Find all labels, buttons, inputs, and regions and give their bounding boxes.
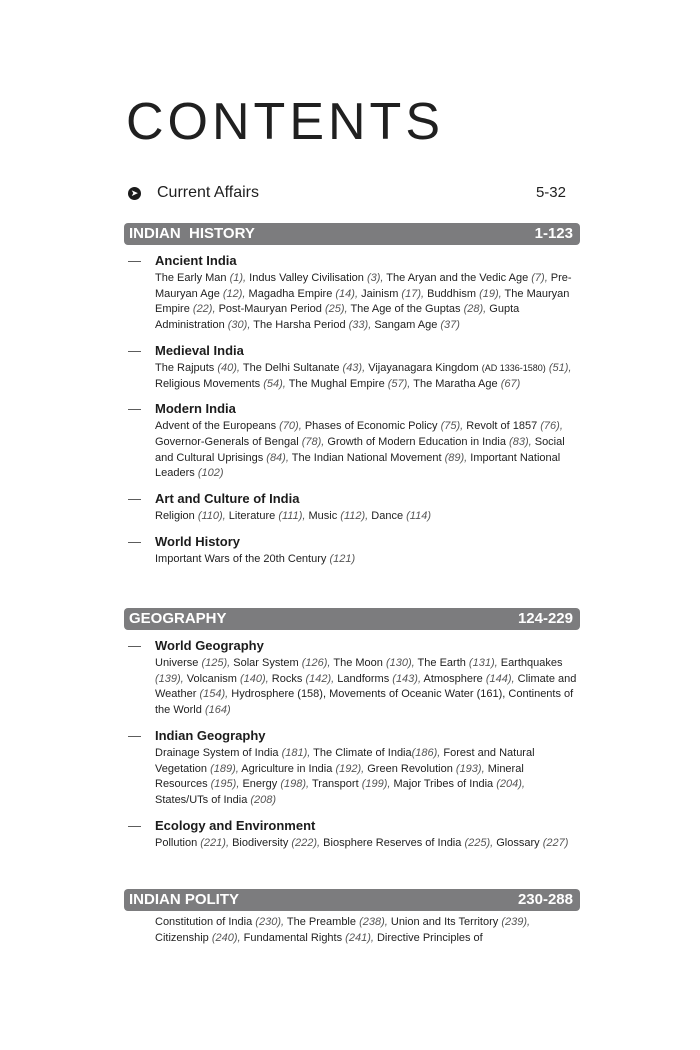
- entry-page-number: (54),: [263, 377, 286, 390]
- entry-page-number: (130),: [385, 657, 415, 669]
- entry-topic: Citizenship: [155, 931, 212, 944]
- entry-page-number: (125),: [201, 657, 231, 669]
- dash-bullet-icon: —: [128, 817, 141, 833]
- entry-topic: Phases of Economic Policy: [301, 420, 441, 433]
- entry-page-number: (198),: [280, 778, 310, 791]
- entry-page-number: (43),: [342, 361, 366, 374]
- entry-topic: States/UTs of India: [155, 793, 251, 806]
- current-affairs-label: Current Affairs: [157, 184, 259, 201]
- entry-topic: The Age of the Guptas: [347, 303, 464, 316]
- dash-bullet-icon: —: [128, 342, 141, 358]
- entry-topic: Landforms: [334, 672, 393, 685]
- entry-page-number: (37): [440, 319, 460, 332]
- entry-topic: Volcanism: [183, 672, 240, 685]
- entry-page-number: (22),: [192, 303, 216, 316]
- entry-page-number: (192),: [335, 762, 365, 775]
- entry-page-number: (33),: [348, 319, 372, 332]
- entry-page-number: (19),: [479, 287, 502, 300]
- entry-page-number: (199),: [361, 778, 391, 791]
- subsection-entries: [155, 836, 578, 852]
- dash-bullet-icon: —: [128, 533, 141, 549]
- section-pages: 1-123: [534, 225, 573, 242]
- entry-topic: Post-Mauryan Period: [215, 303, 325, 316]
- entry-topic: The Aryan and the Vedic Age: [383, 272, 532, 284]
- entry-topic: Constitution of India: [155, 916, 256, 928]
- entry-topic: Jainism: [358, 287, 402, 300]
- entry-topic: The Early Man: [155, 272, 230, 284]
- section-title: GEOGRAPHY: [129, 610, 227, 627]
- entry-page-number: (227): [542, 836, 569, 849]
- entry-page-number: (84),: [266, 451, 289, 464]
- entry-page-number: (1),: [229, 272, 247, 284]
- page-title: CONTENTS: [126, 93, 444, 151]
- entry-topic: Directive Principles of: [373, 931, 483, 944]
- subsection: [128, 252, 578, 334]
- subsection-title[interactable]: Ecology and Environment: [155, 817, 316, 833]
- entry-page-number: (140),: [240, 672, 269, 685]
- entry-topic: Dance: [368, 510, 407, 523]
- entry-topic: Universe: [155, 657, 202, 669]
- entry-topic: Forest and Natural Vegetation: [155, 746, 535, 775]
- dash-bullet-icon: —: [128, 491, 141, 507]
- entry-topic: Glossary: [493, 836, 543, 849]
- entry-topic: Atmosphere: [421, 672, 486, 685]
- section-body: [128, 637, 578, 859]
- subsection: [128, 400, 578, 482]
- entry-topic: Pre-Mauryan Age: [155, 272, 572, 300]
- entry-topic: Literature: [225, 510, 279, 523]
- subsection: [128, 915, 578, 946]
- entry-page-number: (83),: [509, 435, 532, 448]
- entry-page-number: (3),: [366, 272, 384, 284]
- entry-page-number: (164): [204, 704, 231, 717]
- entry-page-number: (17),: [401, 287, 425, 300]
- section-pages: 124-229: [517, 610, 573, 627]
- entry-page-number: (142),: [305, 672, 335, 685]
- subsection-entries: [155, 552, 578, 568]
- entry-topic: Gupta Administration: [155, 303, 520, 332]
- entry-topic: Important National Leaders: [155, 451, 561, 480]
- subsection: [128, 817, 578, 852]
- entry-topic: Religion: [155, 510, 198, 523]
- subsection-entries: [155, 361, 578, 392]
- entry-page-number: (126),: [301, 657, 331, 669]
- entry-page-number: (67): [500, 377, 521, 390]
- entry-topic: Rocks: [268, 672, 306, 685]
- entry-page-number: (241),: [345, 931, 374, 944]
- entry-topic: Religious Movements: [155, 377, 264, 390]
- entry-topic: Buddhism: [424, 287, 480, 300]
- subsection-title[interactable]: Art and Culture of India: [155, 491, 300, 507]
- entry-page-number: (12),: [222, 287, 246, 300]
- entry-topic: Governor-Generals of Bengal: [155, 435, 302, 448]
- entry-page-number: (222),: [291, 836, 321, 849]
- entry-topic: The Climate of India: [310, 746, 412, 759]
- entry-page-number: (25),: [324, 303, 348, 316]
- entry-page-number: (186),: [411, 746, 441, 759]
- entry-topic: Union and Its Territory: [387, 916, 502, 928]
- entry-page-number: (181),: [281, 746, 311, 759]
- entry-topic: Major Tribes of India: [390, 778, 497, 791]
- subsection: [128, 637, 578, 719]
- entry-topic: Growth of Modern Education in India: [324, 435, 510, 448]
- entry-topic: The Rajputs: [155, 361, 218, 374]
- entry-topic: The Mughal Empire: [285, 377, 388, 390]
- entry-topic: The Maratha Age: [410, 377, 501, 390]
- entry-page-number: (14),: [335, 287, 359, 300]
- entry-page-number: (70),: [279, 420, 302, 433]
- entry-topic: The Harsha Period: [250, 319, 349, 332]
- section-title: INDIAN HISTORY: [129, 225, 255, 242]
- entry-page-number: (193),: [455, 762, 485, 775]
- entry-topic: Vijayanagara Kingdom: [365, 361, 482, 374]
- entry-topic: Social and Cultural Uprisings: [155, 435, 565, 464]
- current-affairs-row[interactable]: [128, 183, 568, 205]
- entry-page-number: (51),: [548, 361, 572, 374]
- entry-topic: Mineral Resources: [155, 762, 524, 791]
- section-band-indian-history[interactable]: [124, 223, 580, 245]
- entry-page-number: (240),: [211, 931, 241, 944]
- entry-page-number: (195),: [210, 778, 240, 791]
- subsection-entries: [155, 915, 578, 946]
- entry-page-number: (221),: [200, 836, 230, 849]
- dash-bullet-icon: —: [128, 638, 141, 653]
- section-title: INDIAN POLITY: [129, 891, 240, 908]
- entry-page-number: (112),: [340, 510, 369, 523]
- entry-topic: The Preamble: [284, 916, 360, 928]
- entry-page-number: (238),: [359, 916, 388, 928]
- entry-topic: Transport: [309, 778, 362, 791]
- entry-topic: Important Wars of the 20th Century: [155, 552, 330, 565]
- subsection-title[interactable]: Modern India: [155, 401, 236, 417]
- subsection: [128, 727, 578, 809]
- entry-page-number: (40),: [217, 361, 240, 374]
- entry-page-number: (189),: [210, 762, 239, 775]
- subsection: [128, 533, 578, 568]
- entry-page-number: (111),: [278, 510, 306, 523]
- entry-page-number: (114): [406, 510, 431, 523]
- subsection-entries: [155, 419, 578, 482]
- entry-page-number: (139),: [155, 672, 184, 685]
- subsection-title[interactable]: World Geography: [155, 638, 264, 653]
- entry-topic: Revolt of 1857: [463, 420, 541, 433]
- subsection: [128, 490, 578, 525]
- entry-topic: Earthquakes: [497, 657, 563, 669]
- arrow-circle-icon: ➤: [128, 187, 141, 200]
- subsection-entries: [155, 271, 578, 334]
- entry-topic: The Moon: [330, 657, 386, 669]
- entry-page-number: (143),: [392, 672, 422, 685]
- entry-topic: Biodiversity: [229, 836, 292, 849]
- entry-page-number: (154),: [199, 688, 229, 701]
- entry-topic: Advent of the Europeans: [155, 420, 280, 433]
- entry-topic: Pollution: [155, 836, 201, 849]
- entry-page-number: (78),: [301, 435, 325, 448]
- entry-topic: The Delhi Sultanate: [240, 361, 343, 374]
- dash-bullet-icon: —: [128, 727, 141, 743]
- entry-page-number: (204),: [496, 778, 525, 791]
- entry-topic: Solar System: [230, 657, 302, 669]
- subsection-title[interactable]: World History: [155, 533, 240, 549]
- entry-page-number: (75),: [440, 420, 464, 433]
- entry-topic: Sangam Age: [371, 319, 441, 332]
- entry-page-number: (110),: [197, 510, 226, 523]
- entry-page-number: (225),: [464, 836, 494, 849]
- entry-topic: Energy: [239, 778, 281, 791]
- entry-topic: Climate and Weather: [155, 672, 577, 701]
- subsection-title[interactable]: Medieval India: [155, 342, 244, 358]
- entry-topic: Biosphere Reserves of India: [320, 836, 465, 849]
- subsection-entries: [155, 746, 578, 809]
- section-pages: 230-288: [517, 891, 573, 908]
- entry-page-number: (239),: [501, 916, 531, 928]
- entry-page-number: (76),: [540, 420, 563, 433]
- entry-page-number: (230),: [255, 916, 285, 928]
- entry-topic: Indus Valley Civilisation: [246, 272, 367, 284]
- subsection-entries: [155, 509, 578, 525]
- entry-page-number: (57),: [387, 377, 411, 390]
- entry-topic: The Indian National Movement: [288, 451, 445, 464]
- entry-page-number: (144),: [485, 672, 515, 685]
- entry-page-number: (28),: [463, 303, 487, 316]
- entry-page-number: (131),: [468, 657, 498, 669]
- entry-topic: Music: [305, 510, 341, 523]
- entry-page-number: (89),: [444, 451, 468, 464]
- subsection-title[interactable]: Ancient India: [155, 253, 237, 268]
- entry-topic: Movements of Oceanic Water (161), Continents of the World: [155, 688, 574, 717]
- section-body: [128, 252, 578, 575]
- entry-topic: The Mauryan Empire: [155, 287, 570, 316]
- section-body: [128, 915, 578, 954]
- entry-page-number: (121): [329, 552, 356, 565]
- entry-page-number: (208): [250, 793, 277, 806]
- entry-topic: The Earth: [414, 657, 469, 669]
- subsection-title[interactable]: Indian Geography: [155, 727, 266, 743]
- section-band-geography[interactable]: [124, 608, 580, 630]
- entry-topic: Fundamental Rights: [240, 931, 346, 944]
- entry-topic: Green Revolution: [364, 762, 456, 775]
- subsection: [128, 342, 578, 392]
- entry-page-number: (30),: [227, 319, 251, 332]
- entry-topic: Agriculture in India: [238, 762, 336, 775]
- section-band-indian-polity[interactable]: [124, 889, 580, 911]
- dash-bullet-icon: —: [128, 401, 141, 417]
- subsection-entries: [155, 656, 578, 719]
- entry-page-number: (7),: [531, 272, 548, 284]
- entry-topic: Magadha Empire: [245, 287, 336, 300]
- current-affairs-pages: 5-32: [535, 184, 566, 201]
- entry-topic: Hydrosphere (158),: [228, 688, 327, 701]
- entry-topic: Drainage System of India: [155, 746, 282, 759]
- entry-page-number: (102): [197, 467, 224, 480]
- dash-bullet-icon: —: [128, 253, 141, 268]
- entry-topic: (AD 1336-1580): [481, 362, 546, 373]
